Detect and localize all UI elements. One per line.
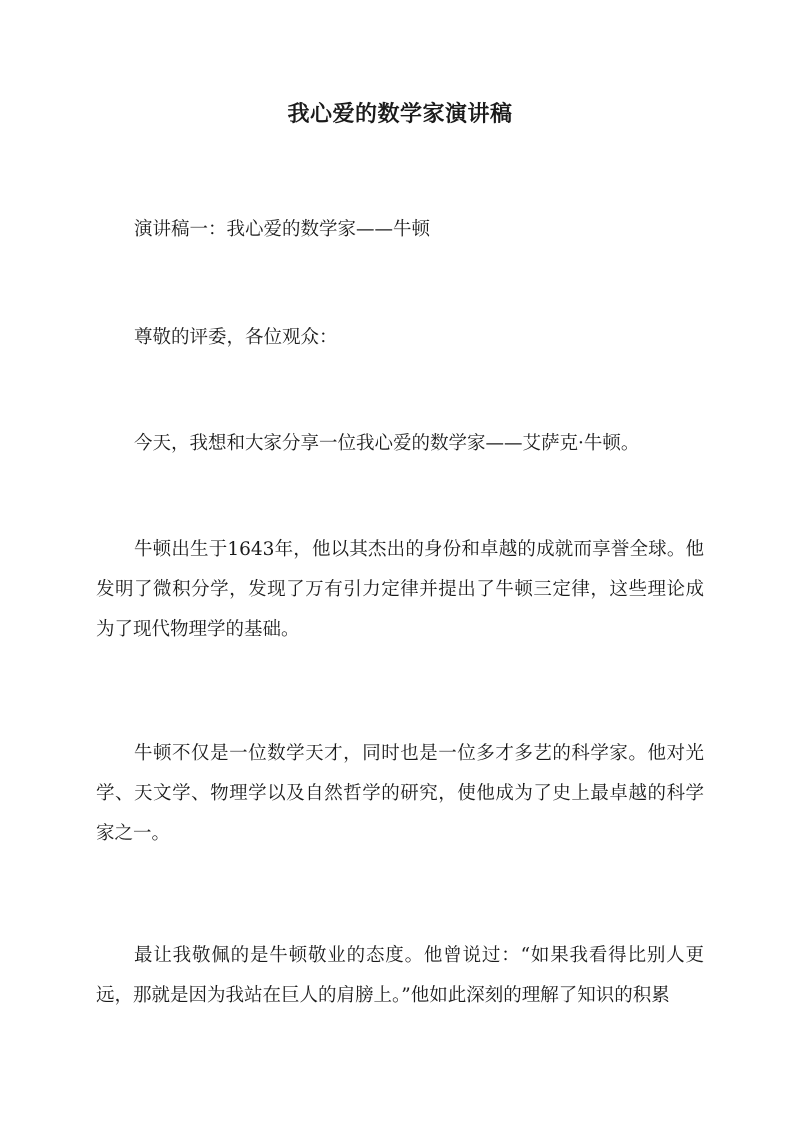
document-title: 我心爱的数学家演讲稿 bbox=[287, 101, 513, 127]
paragraph-newton-birth: 牛顿出生于1643年，他以其杰出的身份和卓越的成就而享誉全球。他发明了微积分学，发现了万有引力定律并提出了牛顿三定律，这些理论成为了现代物理学的基础。 bbox=[96, 539, 704, 640]
paragraph-newton-scientist: 牛顿不仅是一位数学天才，同时也是一位多才多艺的科学家。他对光学、天文学、物理学以及自然哲学的研究，使他成为了史上最卓越的科学家之一。 bbox=[96, 743, 704, 844]
paragraph-intro: 今天，我想和大家分享一位我心爱的数学家——艾萨克·牛顿。 bbox=[134, 433, 640, 454]
paragraph-newton-attitude: 最让我敬佩的是牛顿敬业的态度。他曾说过：“如果我看得比别人更远，那就是因为我站在巨人的肩膀上。”他如此深刻的理解了知识的积累 bbox=[96, 945, 704, 1006]
paragraph-greeting: 尊敬的评委，各位观众： bbox=[134, 327, 338, 348]
paragraph-speech-heading: 演讲稿一：我心爱的数学家——牛顿 bbox=[134, 219, 431, 240]
